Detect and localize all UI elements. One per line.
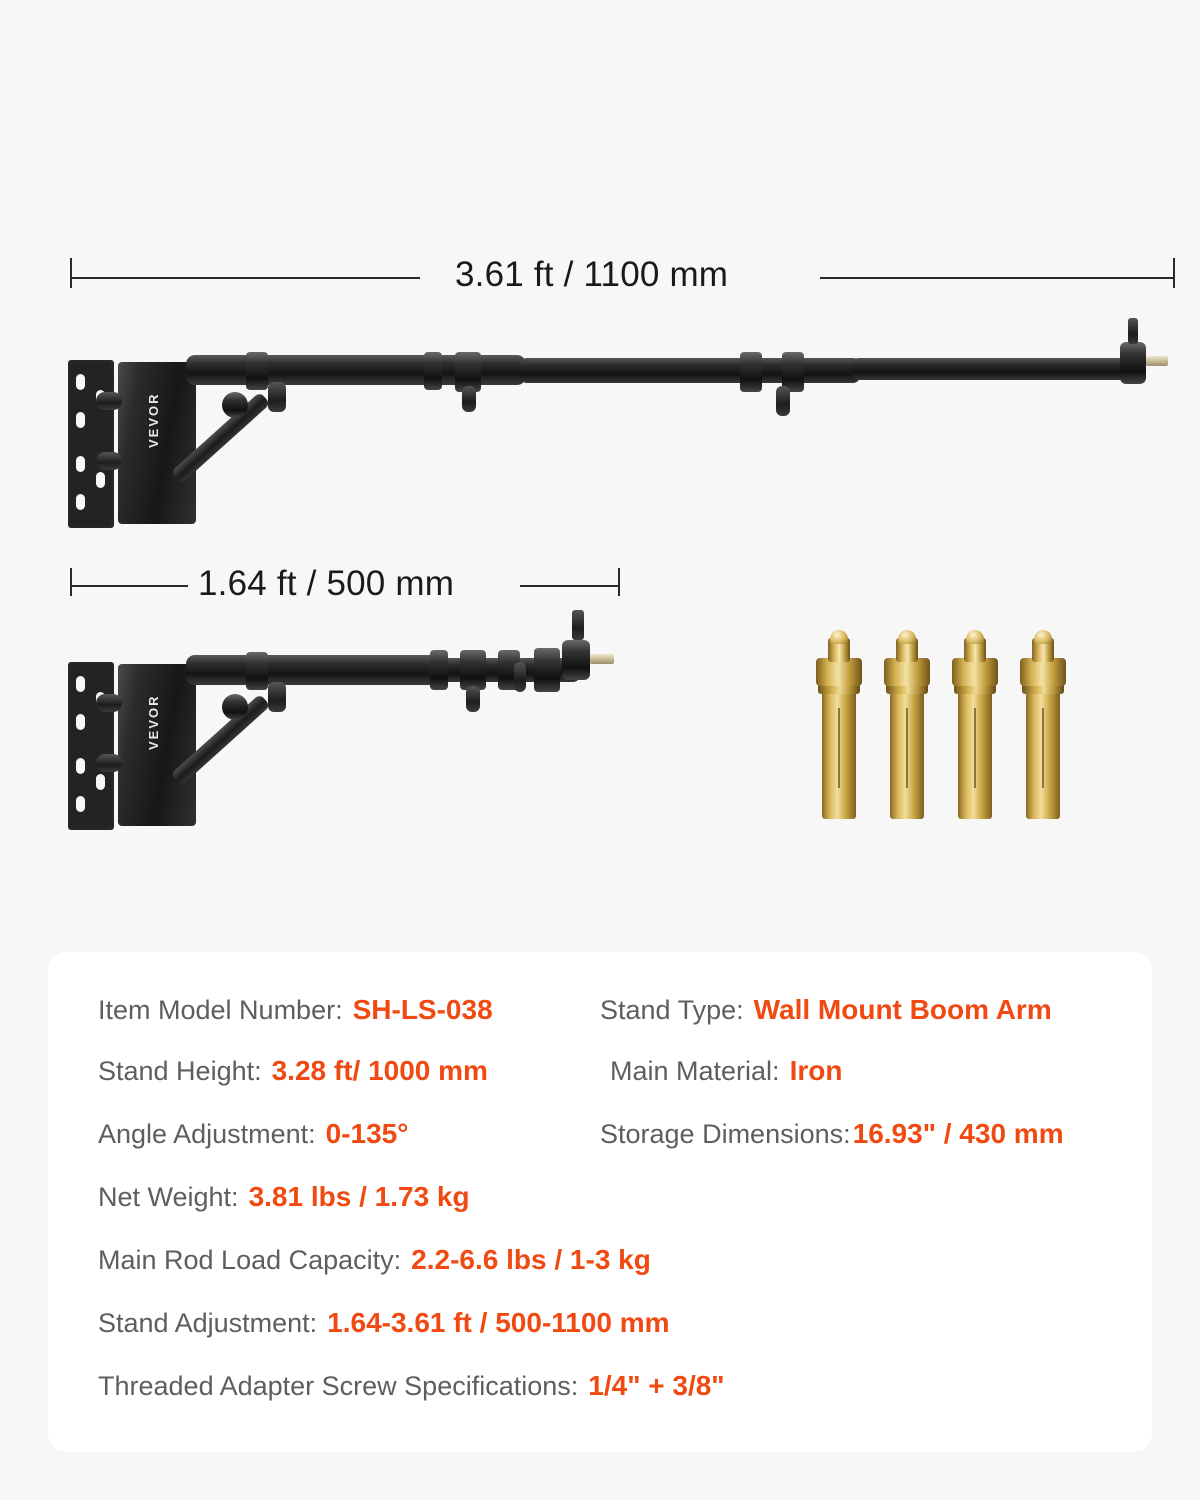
main-tube-short bbox=[186, 655, 446, 685]
end-head-short bbox=[562, 640, 590, 680]
dimension-label-long-arm: 3.61 ft / 1100 mm bbox=[455, 255, 729, 294]
spec-value-main-rod-load-capacity: 2.2-6.6 lbs / 1-3 kg bbox=[411, 1244, 651, 1275]
spec-label-main-material: Main Material: bbox=[610, 1056, 780, 1086]
spec-label-threaded-adapter-screw: Threaded Adapter Screw Specifications: bbox=[98, 1371, 579, 1401]
spec-label-storage-dimensions: Storage Dimensions: bbox=[600, 1119, 851, 1149]
wall-plate-short bbox=[68, 662, 114, 830]
spec-row-stand-type bbox=[600, 994, 1052, 1026]
locking-lever-long-3 bbox=[776, 386, 790, 416]
spec-value-stand-type: Wall Mount Boom Arm bbox=[753, 994, 1052, 1025]
anchor-bolt-4 bbox=[1020, 630, 1066, 830]
spec-row-stand-height bbox=[98, 1055, 488, 1087]
anchor-bolt-2 bbox=[884, 630, 930, 830]
spec-value-stand-height: 3.28 ft/ 1000 mm bbox=[271, 1055, 488, 1086]
mount-bolt-short-top bbox=[96, 694, 122, 712]
spec-row-angle-adjustment bbox=[98, 1118, 408, 1150]
locking-lever-short-1 bbox=[268, 682, 286, 712]
spec-label-item-model-number: Item Model Number: bbox=[98, 995, 343, 1025]
adapter-screw-short bbox=[590, 654, 614, 664]
spec-value-main-material: Iron bbox=[789, 1055, 843, 1086]
spec-row-threaded-adapter-screw bbox=[98, 1370, 725, 1402]
dimension-label-short-arm: 1.64 ft / 500 mm bbox=[198, 564, 455, 603]
anchor-bolt-1 bbox=[816, 630, 862, 830]
end-knob-short bbox=[572, 610, 584, 640]
end-knob-long bbox=[1128, 318, 1138, 344]
spec-row-stand-adjustment bbox=[98, 1307, 670, 1339]
spec-value-stand-adjustment: 1.64-3.61 ft / 500-1100 mm bbox=[327, 1307, 670, 1338]
specifications-card bbox=[48, 952, 1152, 1452]
mount-bolt-short-bottom bbox=[96, 754, 122, 772]
spec-label-main-rod-load-capacity: Main Rod Load Capacity: bbox=[98, 1245, 402, 1275]
spec-label-angle-adjustment: Angle Adjustment: bbox=[98, 1119, 316, 1149]
short-boom-arm-illustration bbox=[0, 0, 700, 900]
brand-logo-long: VEVOR bbox=[146, 392, 161, 448]
tube-collar-short-2 bbox=[430, 650, 448, 690]
spec-value-angle-adjustment: 0-135° bbox=[325, 1118, 409, 1149]
spec-label-stand-height: Stand Height: bbox=[98, 1056, 262, 1086]
spec-value-item-model-number: SH-LS-038 bbox=[352, 994, 493, 1025]
brace-collar-short bbox=[222, 694, 248, 720]
end-head-long bbox=[1120, 342, 1146, 384]
spec-label-stand-adjustment: Stand Adjustment: bbox=[98, 1308, 318, 1338]
brand-logo-short: VEVOR bbox=[146, 694, 161, 750]
spec-row-main-rod-load-capacity bbox=[98, 1244, 651, 1276]
spec-row-main-material bbox=[610, 1055, 842, 1087]
tube-collar-short-3 bbox=[460, 650, 486, 690]
extension-tube-long-2 bbox=[852, 358, 1142, 380]
spec-row-net-weight bbox=[98, 1181, 470, 1213]
locking-lever-short-2 bbox=[466, 686, 480, 712]
anchor-bolt-3 bbox=[952, 630, 998, 830]
spec-row-storage-dimensions bbox=[600, 1118, 1064, 1150]
spec-value-threaded-adapter-screw: 1/4" + 3/8" bbox=[588, 1370, 725, 1401]
adapter-screw-long bbox=[1146, 356, 1168, 366]
spec-label-stand-type: Stand Type: bbox=[600, 995, 744, 1025]
tube-collar-short-5 bbox=[534, 648, 560, 692]
tube-collar-4 bbox=[740, 352, 762, 392]
locking-lever-short-3 bbox=[514, 662, 526, 692]
spec-label-net-weight: Net Weight: bbox=[98, 1182, 239, 1212]
spec-value-storage-dimensions: 16.93" / 430 mm bbox=[852, 1118, 1064, 1149]
spec-row-item-model-number bbox=[98, 994, 493, 1026]
tube-collar-short-1 bbox=[246, 652, 268, 690]
spec-value-net-weight: 3.81 lbs / 1.73 kg bbox=[248, 1181, 470, 1212]
